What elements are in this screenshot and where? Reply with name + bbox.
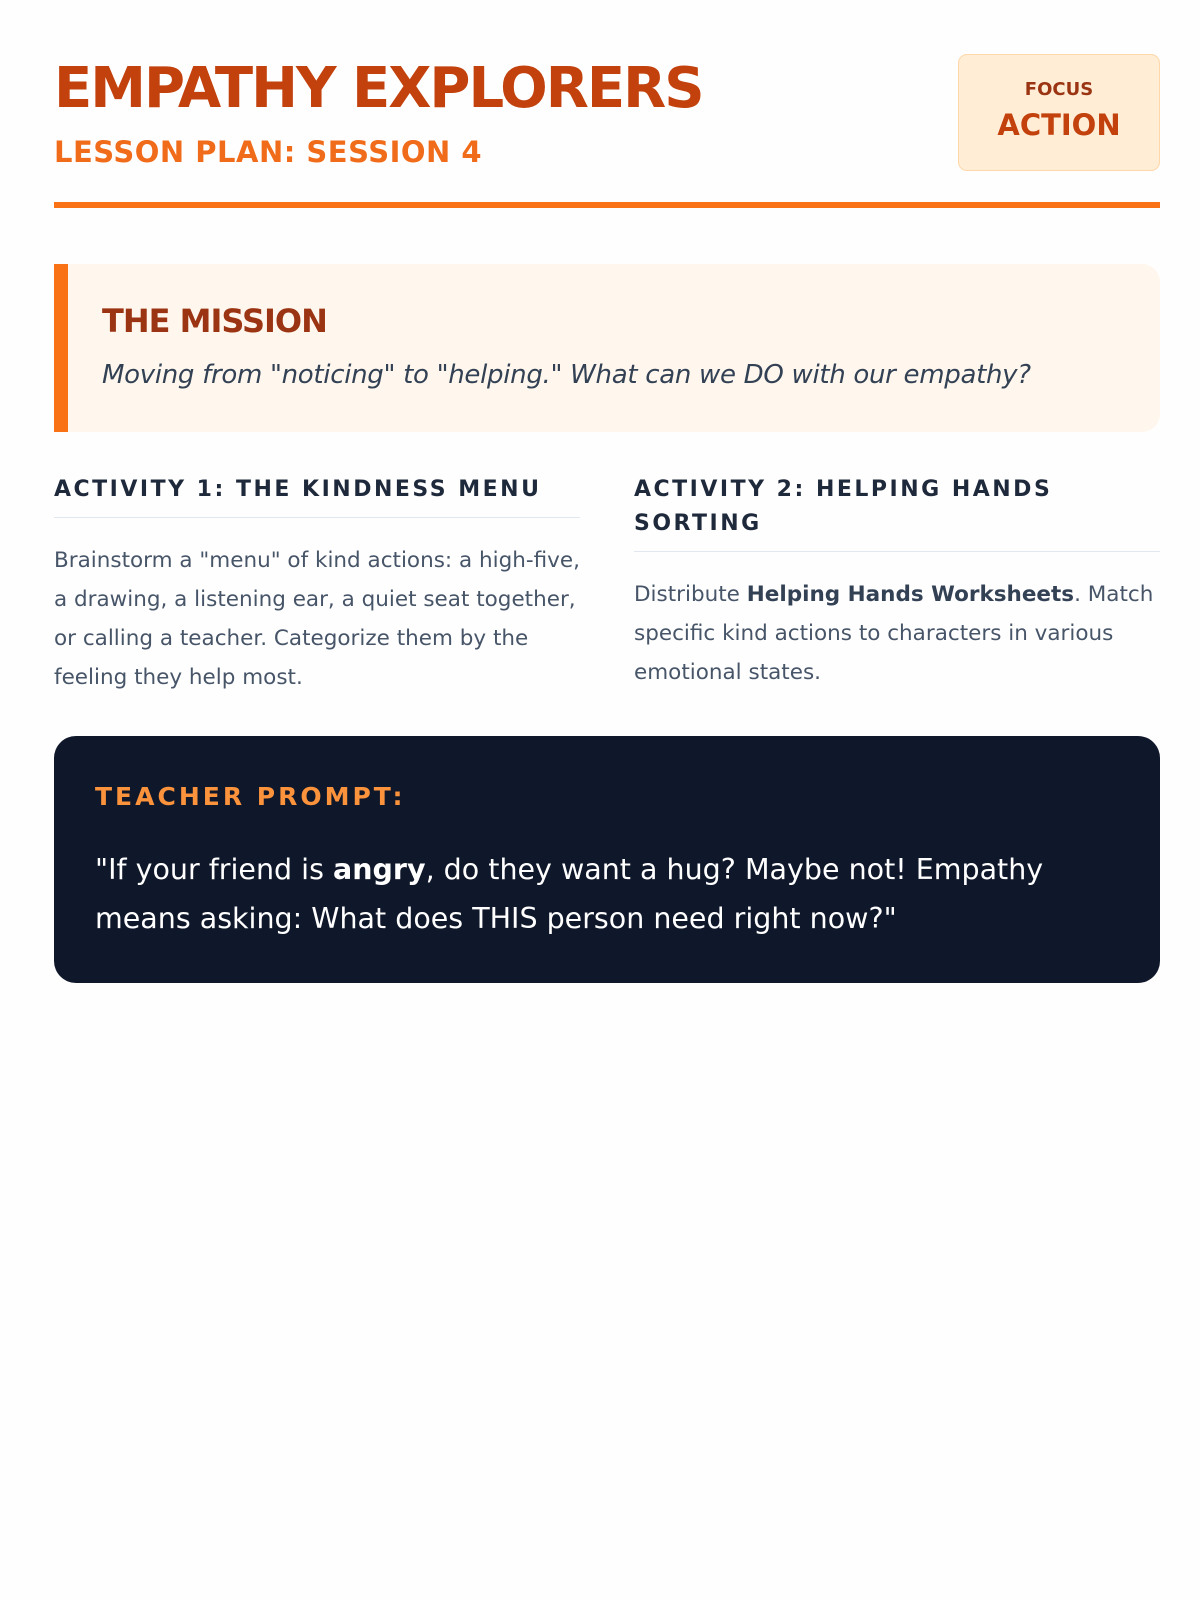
lesson-header (54, 0, 1160, 210)
teacher-prompt-text (95, 845, 1095, 943)
teacher-prompt-label: TEACHER PROMPT: (95, 782, 406, 811)
focus-label: FOCUS (1024, 79, 1094, 100)
mission-title: THE MISSION (102, 302, 327, 340)
activity-helping-hands (634, 473, 1160, 692)
activity-text: . Match specific kind actions to characters in various emotional states. (634, 582, 1154, 685)
activity-description (634, 575, 1160, 692)
lesson-plan-page (54, 0, 1160, 935)
mission-text: Moving from "noticing" to "helping." What can we DO with our empathy? (102, 360, 1031, 390)
activity-kindness-menu (54, 473, 580, 697)
activity-text: Distribute (634, 582, 747, 607)
prompt-text: "If your friend is (95, 853, 333, 886)
page-subtitle: LESSON PLAN: SESSION 4 (54, 135, 483, 169)
emphasis-word: angry (333, 853, 426, 886)
prompt-text: , do they want a hug? Maybe not! Empathy means asking: What does THIS person need right now?" (95, 853, 1044, 935)
focus-value: ACTION (997, 108, 1121, 142)
mission-callout (54, 264, 1160, 432)
focus-badge (958, 54, 1160, 171)
teacher-prompt-card (54, 736, 1160, 983)
activity-description: Brainstorm a "menu" of kind actions: a high-five, a drawing, a listening ear, a quiet seat together, or calling a teacher. Categorize them by the feeling they help most. (54, 548, 580, 690)
activity-title: ACTIVITY 2: HELPING HANDS SORTING (634, 473, 1160, 552)
worksheet-name: Helping Hands Worksheets (746, 582, 1075, 607)
page-title: EMPATHY EXPLORERS (54, 56, 703, 121)
activity-title: ACTIVITY 1: THE KINDNESS MENU (54, 473, 580, 518)
header-divider (54, 202, 1160, 208)
